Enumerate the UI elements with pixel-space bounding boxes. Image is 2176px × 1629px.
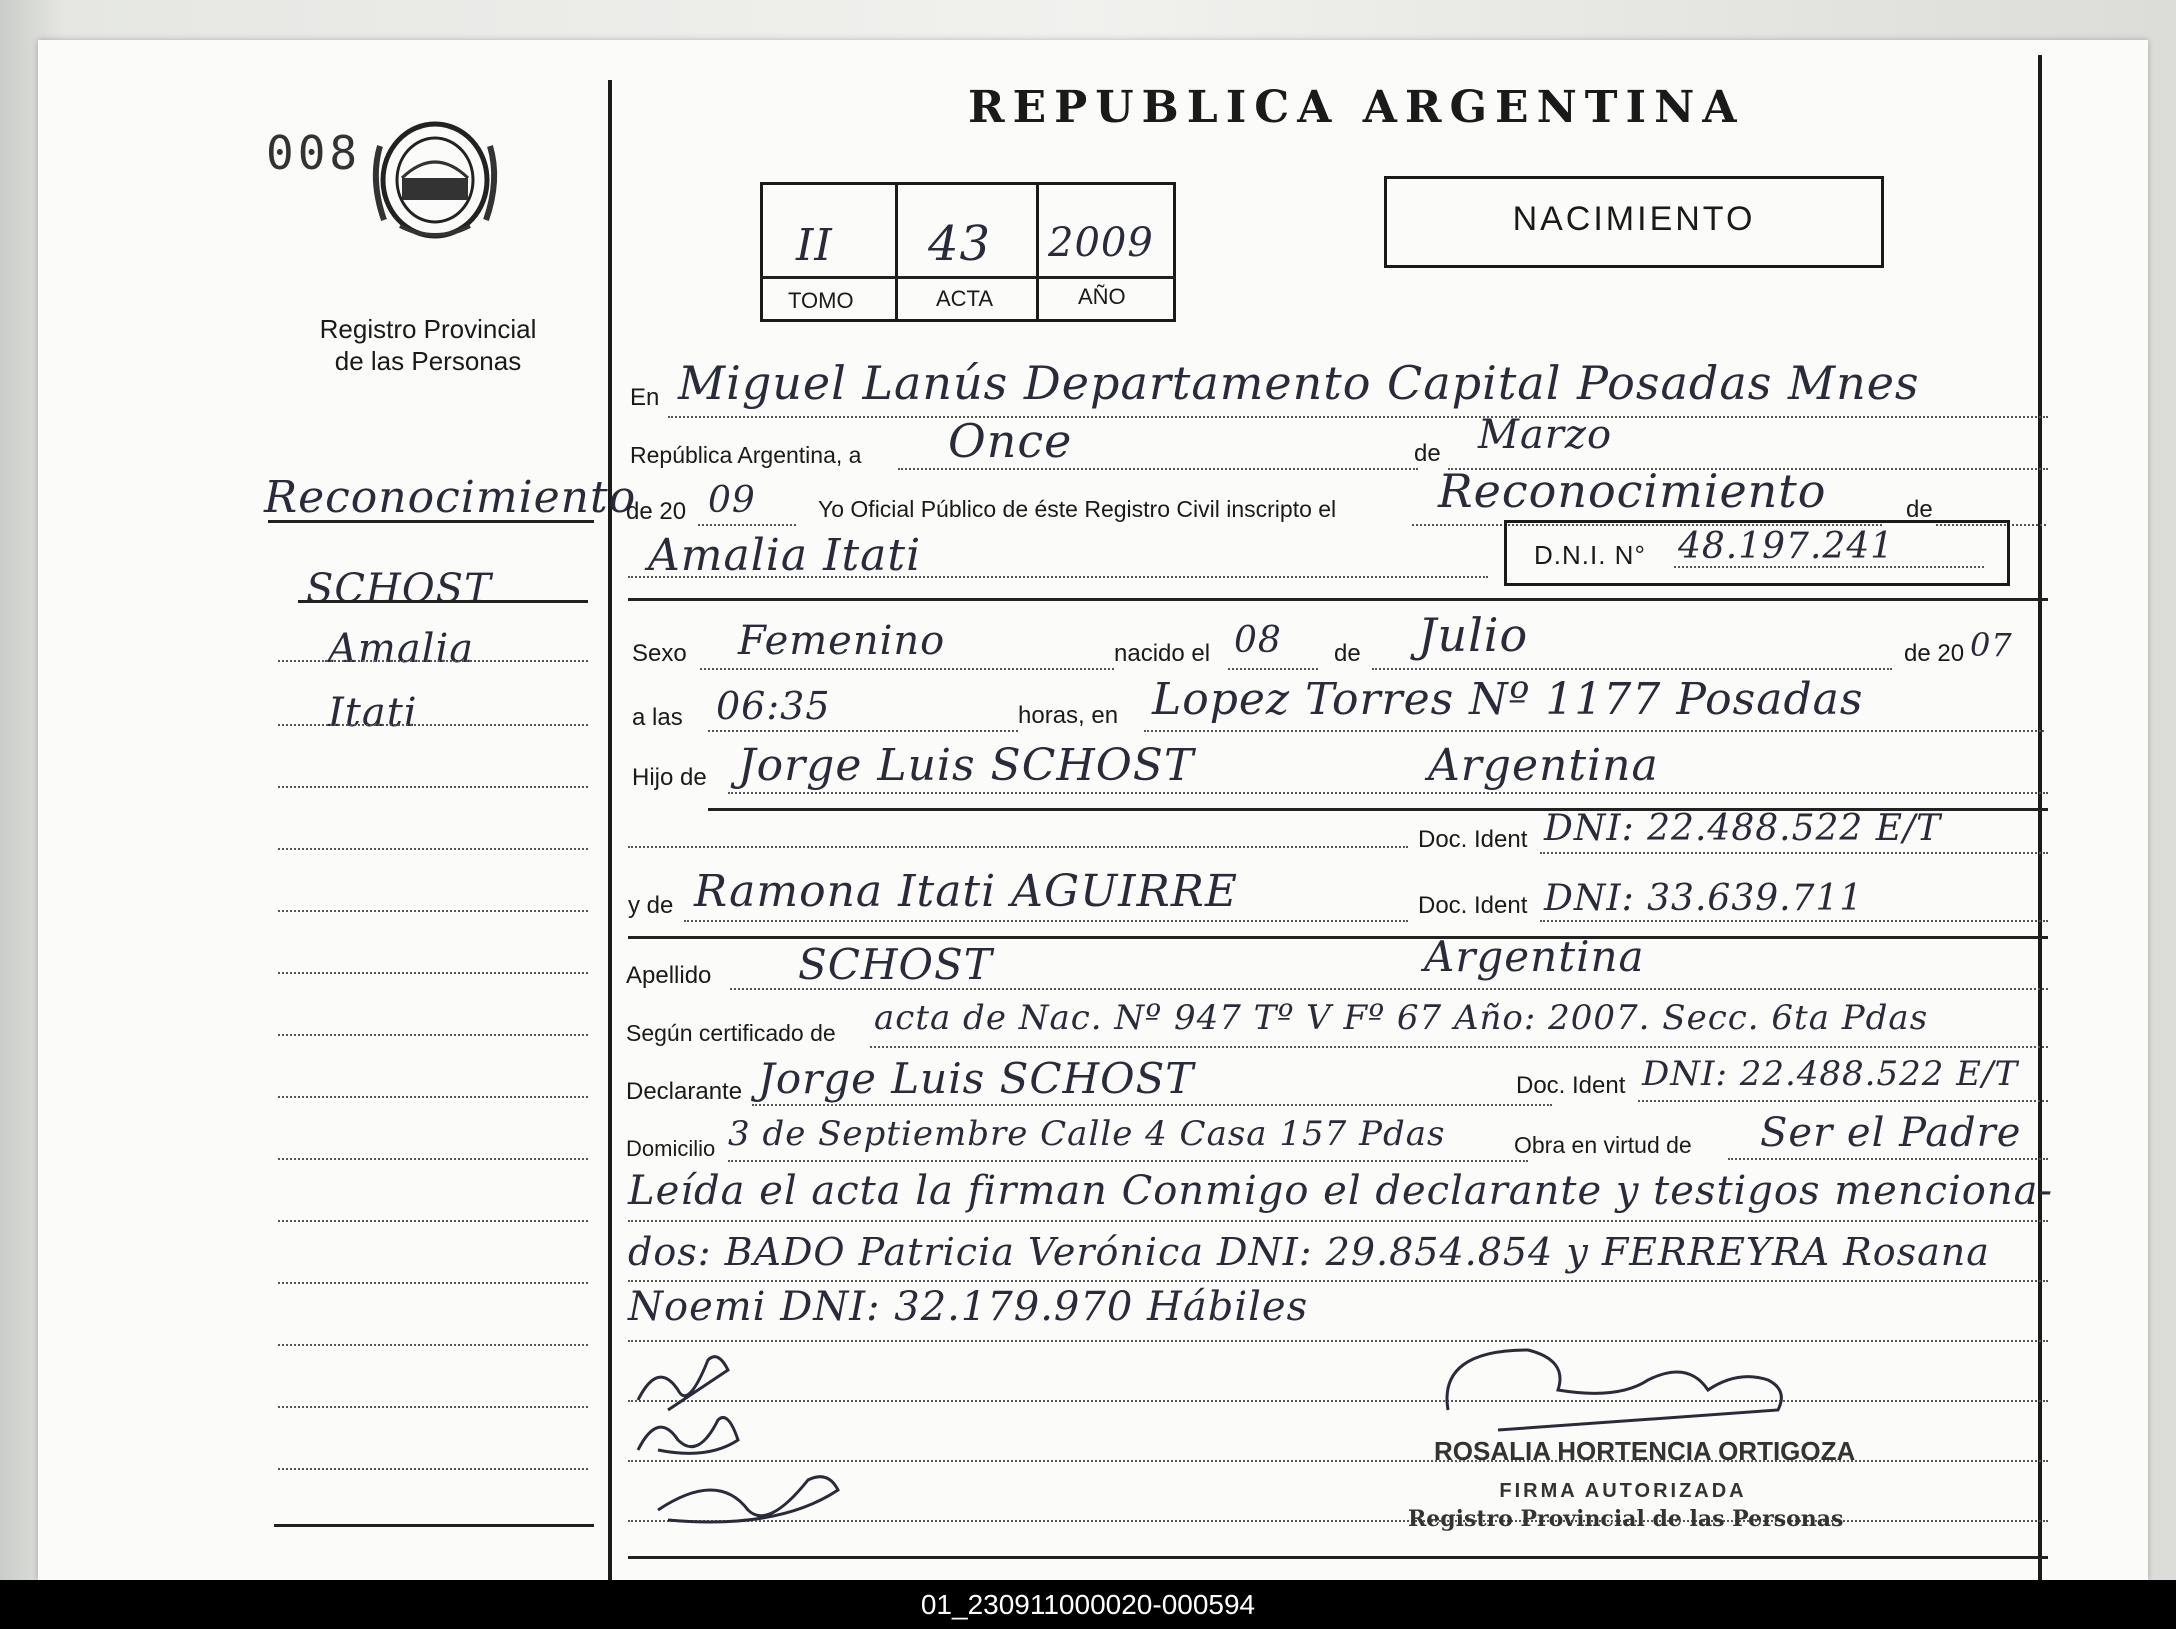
declarante-line bbox=[752, 1104, 1552, 1106]
sexo-line bbox=[700, 668, 1114, 670]
official-registry: Registro Provincial de las Personas bbox=[1408, 1506, 1844, 1532]
margin-rule-bottom bbox=[274, 1524, 594, 1527]
margin-dots-1 bbox=[278, 660, 588, 662]
month-value: Marzo bbox=[1478, 412, 1613, 458]
year-value: 09 bbox=[708, 480, 756, 521]
horas-label: horas, en bbox=[1018, 702, 1119, 729]
republica-value: Once bbox=[948, 414, 1073, 468]
padre-nationality: Argentina bbox=[1428, 740, 1659, 791]
margin-dots-4 bbox=[278, 848, 588, 850]
sexo-value: Femenino bbox=[738, 618, 946, 664]
apellido-nationality: Argentina bbox=[1424, 932, 1645, 981]
margin-dots-6 bbox=[278, 972, 588, 974]
margin-dots-9 bbox=[278, 1158, 588, 1160]
declarante-doc: DNI: 22.488.522 E/T bbox=[1642, 1054, 2019, 1094]
segun-label: Según certificado de bbox=[626, 1020, 836, 1046]
republica-label: República Argentina, a bbox=[630, 442, 862, 468]
de-label-1: de bbox=[1414, 440, 1441, 467]
de-label-3: de bbox=[1334, 640, 1361, 667]
yde-label: y de bbox=[628, 892, 674, 919]
margin-dots-5 bbox=[278, 910, 588, 912]
witness-signature-3-icon bbox=[638, 1460, 878, 1540]
margin-rule-1 bbox=[268, 520, 594, 523]
margin-dots-11 bbox=[278, 1282, 588, 1284]
docident-label-3: Doc. Ident bbox=[1516, 1072, 1626, 1099]
nacido-month: Julio bbox=[1418, 608, 1529, 662]
padre-doc-line bbox=[1540, 852, 2048, 854]
acta-label: ACTA bbox=[936, 286, 994, 311]
nacido-month-line bbox=[1372, 668, 1892, 670]
segun-value: acta de Nac. Nº 947 Tº V Fº 67 Año: 2007. Secc. 6ta Pdas bbox=[874, 998, 1929, 1038]
margin-dots-14 bbox=[278, 1468, 588, 1470]
day-line bbox=[1228, 668, 1318, 670]
alas-label: a las bbox=[632, 704, 683, 731]
document-type: NACIMIENTO bbox=[1512, 200, 1756, 238]
sig-line-bottom bbox=[628, 1556, 2048, 1559]
sig-line-1 bbox=[628, 1400, 2048, 1402]
apellido-label: Apellido bbox=[626, 962, 712, 989]
padre-line bbox=[728, 792, 2048, 794]
person-value: Amalia Itati bbox=[648, 530, 922, 581]
margin-dots-3 bbox=[278, 786, 588, 788]
padre-doc: DNI: 22.488.522 E/T bbox=[1544, 808, 1942, 849]
acta-value: 43 bbox=[928, 216, 992, 272]
madre-doc-line bbox=[1540, 920, 2048, 922]
tomo-label: TOMO bbox=[788, 288, 854, 313]
margin-dots-13 bbox=[278, 1406, 588, 1408]
lugar-line bbox=[1144, 730, 2044, 732]
obra-value: Ser el Padre bbox=[1760, 1110, 2022, 1156]
margin-dots-8 bbox=[278, 1096, 588, 1098]
file-id: 01_230911000020-000594 bbox=[920, 1589, 1256, 1620]
text-line-3-rule bbox=[628, 1340, 2048, 1342]
birth-certificate-page bbox=[38, 40, 2148, 1580]
hijo-label: Hijo de bbox=[632, 764, 707, 791]
anio-value: 2009 bbox=[1048, 220, 1154, 266]
de-label-2: de bbox=[1906, 496, 1933, 523]
person-separator bbox=[628, 598, 2048, 601]
de20-label-2: de 20 bbox=[1904, 640, 1965, 667]
oficial-label: Yo Oficial Público de éste Registro Civil inscripto el bbox=[818, 496, 1337, 522]
en-value: Miguel Lanús Departamento Capital Posadas Mnes bbox=[678, 356, 1920, 410]
ref-divider-h bbox=[760, 276, 1176, 279]
madre-separator bbox=[628, 936, 2048, 939]
dni-value: 48.197.241 bbox=[1678, 526, 1895, 567]
nacido-label: nacido el bbox=[1114, 640, 1211, 667]
margin-name-line1: Amalia bbox=[328, 626, 475, 672]
lugar-value: Lopez Torres Nº 1177 Posadas bbox=[1152, 674, 1864, 725]
text-line-2-rule bbox=[628, 1280, 2048, 1282]
hora-line bbox=[708, 730, 1018, 732]
margin-dots-10 bbox=[278, 1220, 588, 1222]
registry-name-line2: de las Personas bbox=[334, 346, 522, 376]
padre-value: Jorge Luis SCHOST bbox=[738, 740, 1195, 791]
text-line-3: Noemi DNI: 32.179.970 Hábiles bbox=[628, 1284, 1309, 1330]
year-line bbox=[698, 524, 796, 526]
en-label: En bbox=[630, 384, 660, 411]
margin-dots-7 bbox=[278, 1034, 588, 1036]
text-line-1: Leída el acta la firman Conmigo el declarante y testigos menciona- bbox=[628, 1168, 2054, 1214]
apellido-value: SCHOST bbox=[798, 940, 993, 989]
de20-label-1: de 20 bbox=[626, 498, 687, 525]
inscripto-value: Reconocimiento bbox=[1438, 464, 1827, 518]
nacido-year: 07 bbox=[1970, 626, 2013, 664]
margin-surname: SCHOST bbox=[306, 566, 492, 612]
provincial-seal-icon bbox=[360, 116, 510, 246]
en-line bbox=[668, 416, 2048, 418]
margin-name-line2: Itati bbox=[328, 690, 418, 736]
obra-line bbox=[1728, 1158, 2048, 1160]
declarante-label: Declarante bbox=[626, 1078, 743, 1105]
obra-label: Obra en virtud de bbox=[1514, 1132, 1692, 1158]
sexo-label: Sexo bbox=[632, 640, 687, 667]
margin-note: Reconocimiento bbox=[264, 472, 637, 523]
official-name: ROSALIA HORTENCIA ORTIGOZA bbox=[1434, 1436, 1856, 1466]
margin-rule-2 bbox=[298, 600, 588, 603]
madre-value: Ramona Itati AGUIRRE bbox=[694, 866, 1238, 917]
domicilio-label: Domicilio bbox=[626, 1136, 716, 1161]
anio-label: AÑO bbox=[1078, 284, 1126, 309]
text-line-1-rule bbox=[628, 1220, 2048, 1222]
registry-number: 008 bbox=[266, 126, 362, 180]
hora-value: 06:35 bbox=[716, 684, 831, 728]
ref-divider-1 bbox=[895, 182, 898, 322]
text-line-2: dos: BADO Patricia Verónica DNI: 29.854.854 y FERREYRA Rosana bbox=[628, 1230, 1990, 1274]
registry-name-line1: Registro Provincial bbox=[319, 314, 537, 344]
margin-dots-2 bbox=[278, 724, 588, 726]
docident-label-2: Doc. Ident bbox=[1418, 892, 1528, 919]
right-border bbox=[2038, 55, 2042, 1580]
madre-doc: DNI: 33.639.711 bbox=[1544, 878, 1864, 919]
margin-dots-12 bbox=[278, 1344, 588, 1346]
declarante-doc-line bbox=[1638, 1100, 2048, 1102]
republica-line bbox=[898, 468, 1418, 470]
domicilio-line bbox=[728, 1160, 1528, 1162]
nacido-day: 08 bbox=[1234, 620, 1282, 661]
left-column-divider bbox=[608, 80, 612, 1580]
file-id-bar bbox=[0, 1580, 2176, 1629]
padre-line-2 bbox=[628, 846, 1408, 848]
segun-line bbox=[870, 1046, 2048, 1048]
country-title: REPUBLICA ARGENTINA bbox=[968, 82, 1745, 133]
ref-divider-2 bbox=[1036, 182, 1039, 322]
tomo-value: II bbox=[796, 220, 833, 271]
domicilio-value: 3 de Septiembre Calle 4 Casa 157 Pdas bbox=[728, 1114, 1446, 1154]
docident-label-1: Doc. Ident bbox=[1418, 826, 1528, 853]
dni-label: D.N.I. N° bbox=[1534, 540, 1646, 570]
declarante-value: Jorge Luis SCHOST bbox=[758, 1054, 1195, 1103]
official-role: FIRMA AUTORIZADA bbox=[1499, 1480, 1747, 1502]
madre-line bbox=[684, 920, 1408, 922]
